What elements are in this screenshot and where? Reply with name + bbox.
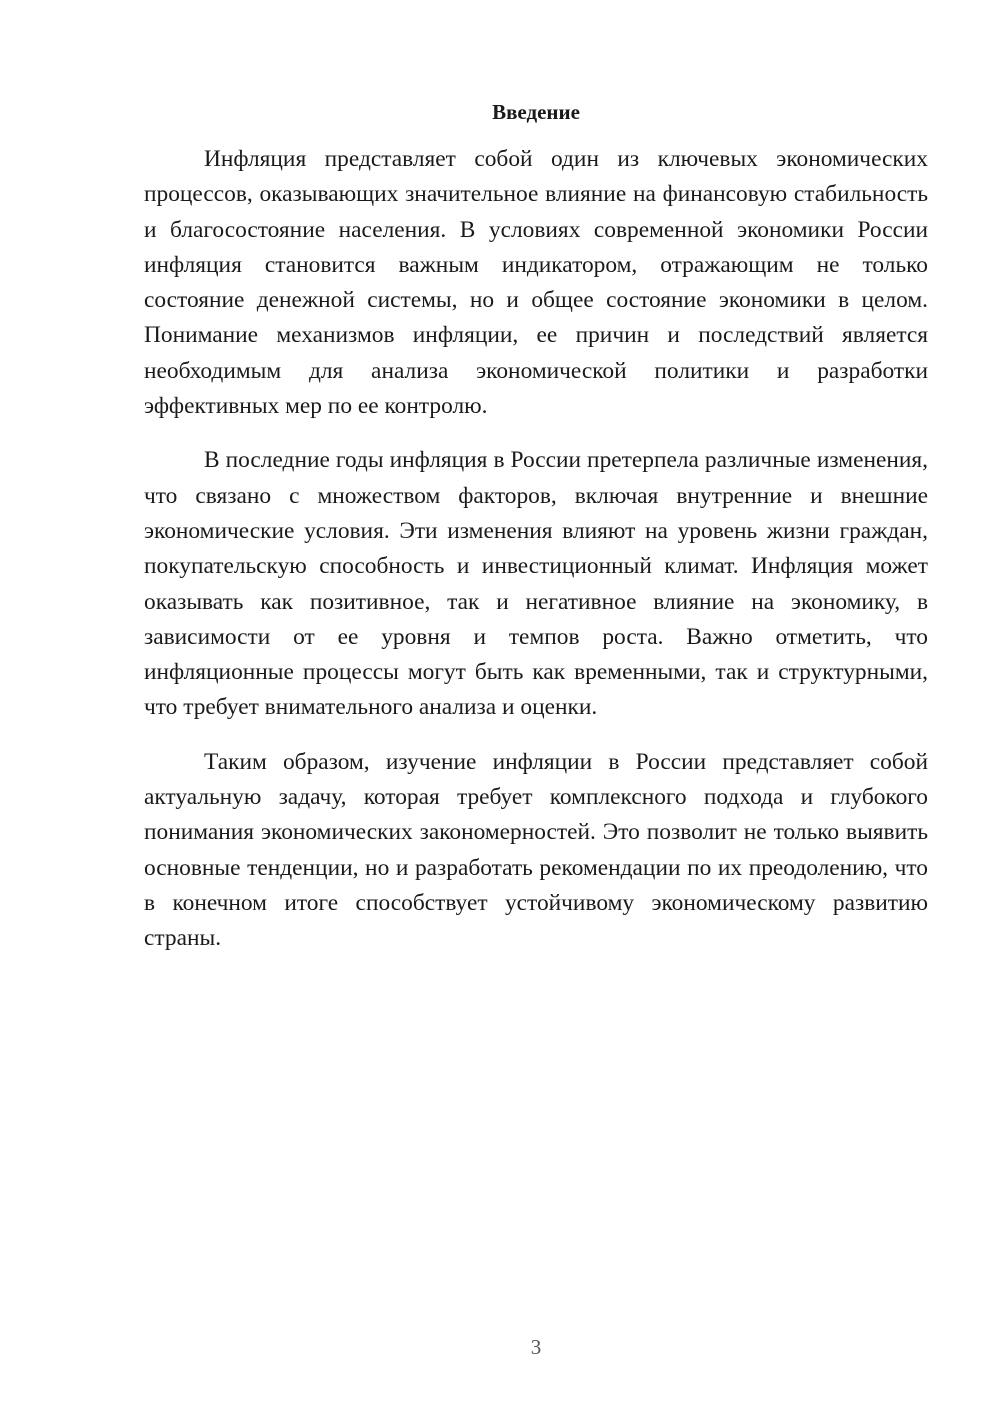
body-text [144,142,928,976]
paragraph-2: В последние годы инфляция в России претерпела различные изменения, что связано с множеством факторов, включая внутренние и внешние экономические условия. Эти изменения влияют на уровень жизни граждан, покупательскую способность и инвестиционный климат. Инфляция может оказывать как позитивное, так и негативное влияние на экономику, в зависимости от ее уровня и темпов роста. Важно отметить, что инфляционные процессы могут быть как временными, так и структурными, что требует внимательного анализа и оценки. [144,447,928,721]
page-number: 3 [530,1335,542,1359]
paragraph-1: Инфляция представляет собой один из ключевых экономических процессов, оказывающих значительное влияние на финансовую стабильность и благосостояние населения. В условиях современной экономики России инфляция становится важным индикатором, отражающим не только состояние денежной системы, но и общее состояние экономики в целом. Понимание механизмов инфляции, ее причин и последствий является необходимым для анализа экономической политики и разработки эффективных мер по ее контролю. [144,146,928,420]
paragraph-3: Таким образом, изучение инфляции в России представляет собой актуальную задачу, которая требует комплексного подхода и глубокого понимания экономических закономерностей. Это позволит не только выявить основные тенденции, но и разработать рекомендации по их преодолению, что в конечном итоге способствует устойчивому экономическому развитию страны. [144,748,928,952]
section-heading: Введение [492,100,580,124]
